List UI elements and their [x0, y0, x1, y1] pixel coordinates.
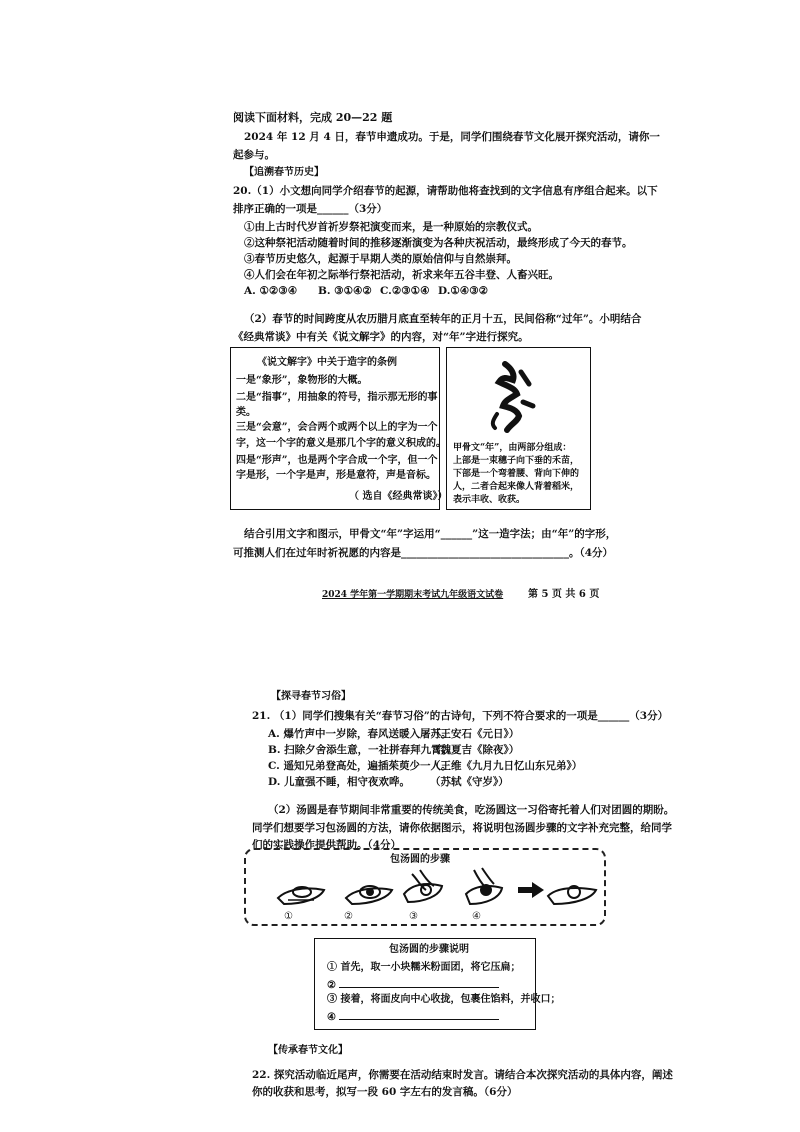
- tangyuan-steps-box: [244, 848, 606, 926]
- explain-line-2-row: [327, 977, 499, 993]
- q21-option-source: （王维《九月九日忆山东兄弟》）: [430, 760, 583, 772]
- explain-line-4-row: [327, 1009, 499, 1025]
- q20-option-d: D.①④③②: [438, 285, 489, 297]
- intro-line-2: 起参与。: [233, 149, 275, 161]
- shuowen-line: 二是“指事”，用抽象的符号，指示那无形的事: [236, 392, 438, 403]
- q20-item: ①由上古时代岁首祈岁祭祀演变而来，是一种原始的宗教仪式。: [244, 221, 538, 233]
- intro-heading: 阅读下面材料，完成 20—22 题: [233, 111, 393, 124]
- q20-part2-line1: （2）春节的时间跨度从农历腊月底直至转年的正月十五，民间俗称“过年”。小明结合: [244, 313, 642, 325]
- oracle-line: 人，二者合起来像人背着稻米，: [453, 482, 580, 492]
- footer-page-number: 第 5 页 共 6 页: [528, 589, 600, 600]
- q22-line2: 你的收获和思考，拟写一段 60 字左右的发言稿。（6分）: [252, 1086, 518, 1098]
- step-number: ①: [284, 911, 293, 922]
- section-title-heritage: 【传承春节文化】: [268, 1045, 348, 1056]
- q20-item: ④人们会在年初之际举行祭祀活动，祈求来年五谷丰登、人畜兴旺。: [244, 269, 559, 281]
- explain-line: ③ 接着，将面皮向中心收拢，包裹住馅料，并收口；: [327, 994, 561, 1005]
- shuowen-line: 类。: [236, 407, 256, 418]
- explain-line: ④: [327, 1012, 336, 1023]
- shuowen-line: 字是形，一个字是声，形是意符，声是音标。: [236, 470, 436, 481]
- q21-option: A. 爆竹声中一岁除，春风送暖入屠苏。: [268, 728, 452, 740]
- oracle-line: 表示丰收、收获。: [453, 495, 526, 505]
- section-title-customs: 【探寻春节习俗】: [271, 691, 351, 702]
- shuowen-line: 三是“会意”，会合两个或两个以上的字为一个: [236, 422, 438, 433]
- q21-part2-line2: 同学们想要学习包汤圆的方法，请你依据图示，将说明包汤圆步骤的文字补充完整，给同学: [252, 822, 672, 834]
- q21-option-source: （王安石《元日》）: [430, 728, 520, 740]
- q20-option-b: B. ③①④②: [318, 285, 372, 297]
- oracle-line: 甲骨文“年”，由两部分组成：: [453, 443, 572, 453]
- shuowen-source: （ 选自《经典常谈》）: [349, 491, 448, 502]
- hand-wrap-dough-icon: [396, 864, 452, 908]
- q20-part1-line1: 20.（1）小文想向同学介绍春节的起源，请帮助他将查找到的文字信息有序组合起来。以下: [233, 185, 658, 197]
- intro-line-1: 2024 年 12 月 4 日，春节申遗成功。于是，同学们围绕春节文化展开探究活动，请你一: [244, 131, 660, 143]
- explain-title: 包汤圆的步骤说明: [389, 944, 469, 955]
- q20-part1-line2: 排序正确的一项是______（3分）: [233, 203, 388, 215]
- arrow-right-icon: [518, 882, 544, 898]
- step-number: ④: [472, 911, 481, 922]
- explain-line: ②: [327, 980, 336, 991]
- q21-option: B. 扫除夕舍添生意，一社拼春拜九霄。: [268, 744, 453, 756]
- q22-line1: 22. 探究活动临近尾声，你需要在活动结束时发言。请结合本次探究活动的具体内容，阐述: [252, 1069, 673, 1081]
- answer-blank: [339, 1009, 499, 1020]
- oracle-box: [446, 347, 591, 510]
- shuowen-line: 一是“象形”，象物形的大概。: [236, 375, 368, 386]
- step-number: ③: [409, 911, 418, 922]
- answer-blank: [339, 977, 499, 988]
- hand-seal-dough-icon: [460, 864, 510, 908]
- q20-item: ②这种祭祀活动随着时间的推移逐渐演变为各种庆祝活动，最终形成了今天的春节。: [244, 237, 633, 249]
- q21-option-source: （苏轼《守岁》）: [430, 776, 509, 788]
- shuowen-line: 字，这一个字的意义是那几个字的意义积成的。: [236, 438, 446, 449]
- q20-option-c: C.②③①④: [380, 285, 430, 297]
- steps-title: 包汤圆的步骤: [390, 854, 450, 865]
- q21-option: C. 遥知兄弟登高处，遍插茱萸少一人。: [268, 760, 452, 772]
- hand-add-filling-icon: [342, 872, 398, 908]
- oracle-nian-glyph-icon: [477, 358, 557, 438]
- q21-option: D. 儿童强不睡，相守夜欢哗。: [268, 776, 411, 788]
- shuowen-box-title: 《说文解字》中关于造字的条例: [257, 357, 397, 368]
- q20-item: ③春节历史悠久，起源于早期人类的原始信仰与自然崇拜。: [244, 253, 517, 265]
- hand-flatten-dough-icon: [274, 872, 330, 908]
- q21-part2-line1: （2）汤圆是春节期间非常重要的传统美食，吃汤圆这一习俗寄托着人们对团圆的期盼。: [268, 804, 675, 816]
- oracle-line: 下部是一个弯着腰、背向下伸的: [453, 469, 580, 479]
- q20-part3-line2: 可推测人们在过年时祈祝愿的内容是________________________________。（4分）: [233, 547, 614, 559]
- explain-line: ① 首先，取一小块糯米粉面团，将它压扁；: [327, 962, 521, 973]
- shuowen-line: 四是“形声”，也是两个字合成一个字，但一个: [236, 455, 438, 466]
- q20-part3-line1: 结合引用文字和图示，甲骨文“年”字运用“______”这一造字法；由“年”的字形，: [244, 528, 617, 540]
- q21-part2-line3: 们的实践操作提供帮助。（4分）: [252, 839, 402, 851]
- q20-part2-line2: 《经典常谈》中有关《说文解字》的内容，对“年”字进行探究。: [233, 331, 529, 343]
- oracle-line: 上部是一束穗子向下垂的禾苗，: [453, 456, 580, 466]
- shuowen-box: [230, 347, 448, 510]
- hand-finished-tangyuan-icon: [546, 876, 600, 906]
- footer-exam-title: 2024 学年第一学期期末考试九年级语文试卷: [322, 590, 504, 600]
- q21-part1: 21. （1）同学们搜集有关“春节习俗”的古诗句，下列不符合要求的一项是______（3分）: [252, 710, 669, 722]
- step-explanation-box: [314, 938, 561, 1030]
- q21-option-source: （魏夏吉《除夜》）: [430, 744, 520, 756]
- section-title-history: 【追溯春节历史】: [244, 167, 324, 178]
- q20-option-a: A. ①②③④: [244, 285, 298, 297]
- step-number: ②: [344, 911, 353, 922]
